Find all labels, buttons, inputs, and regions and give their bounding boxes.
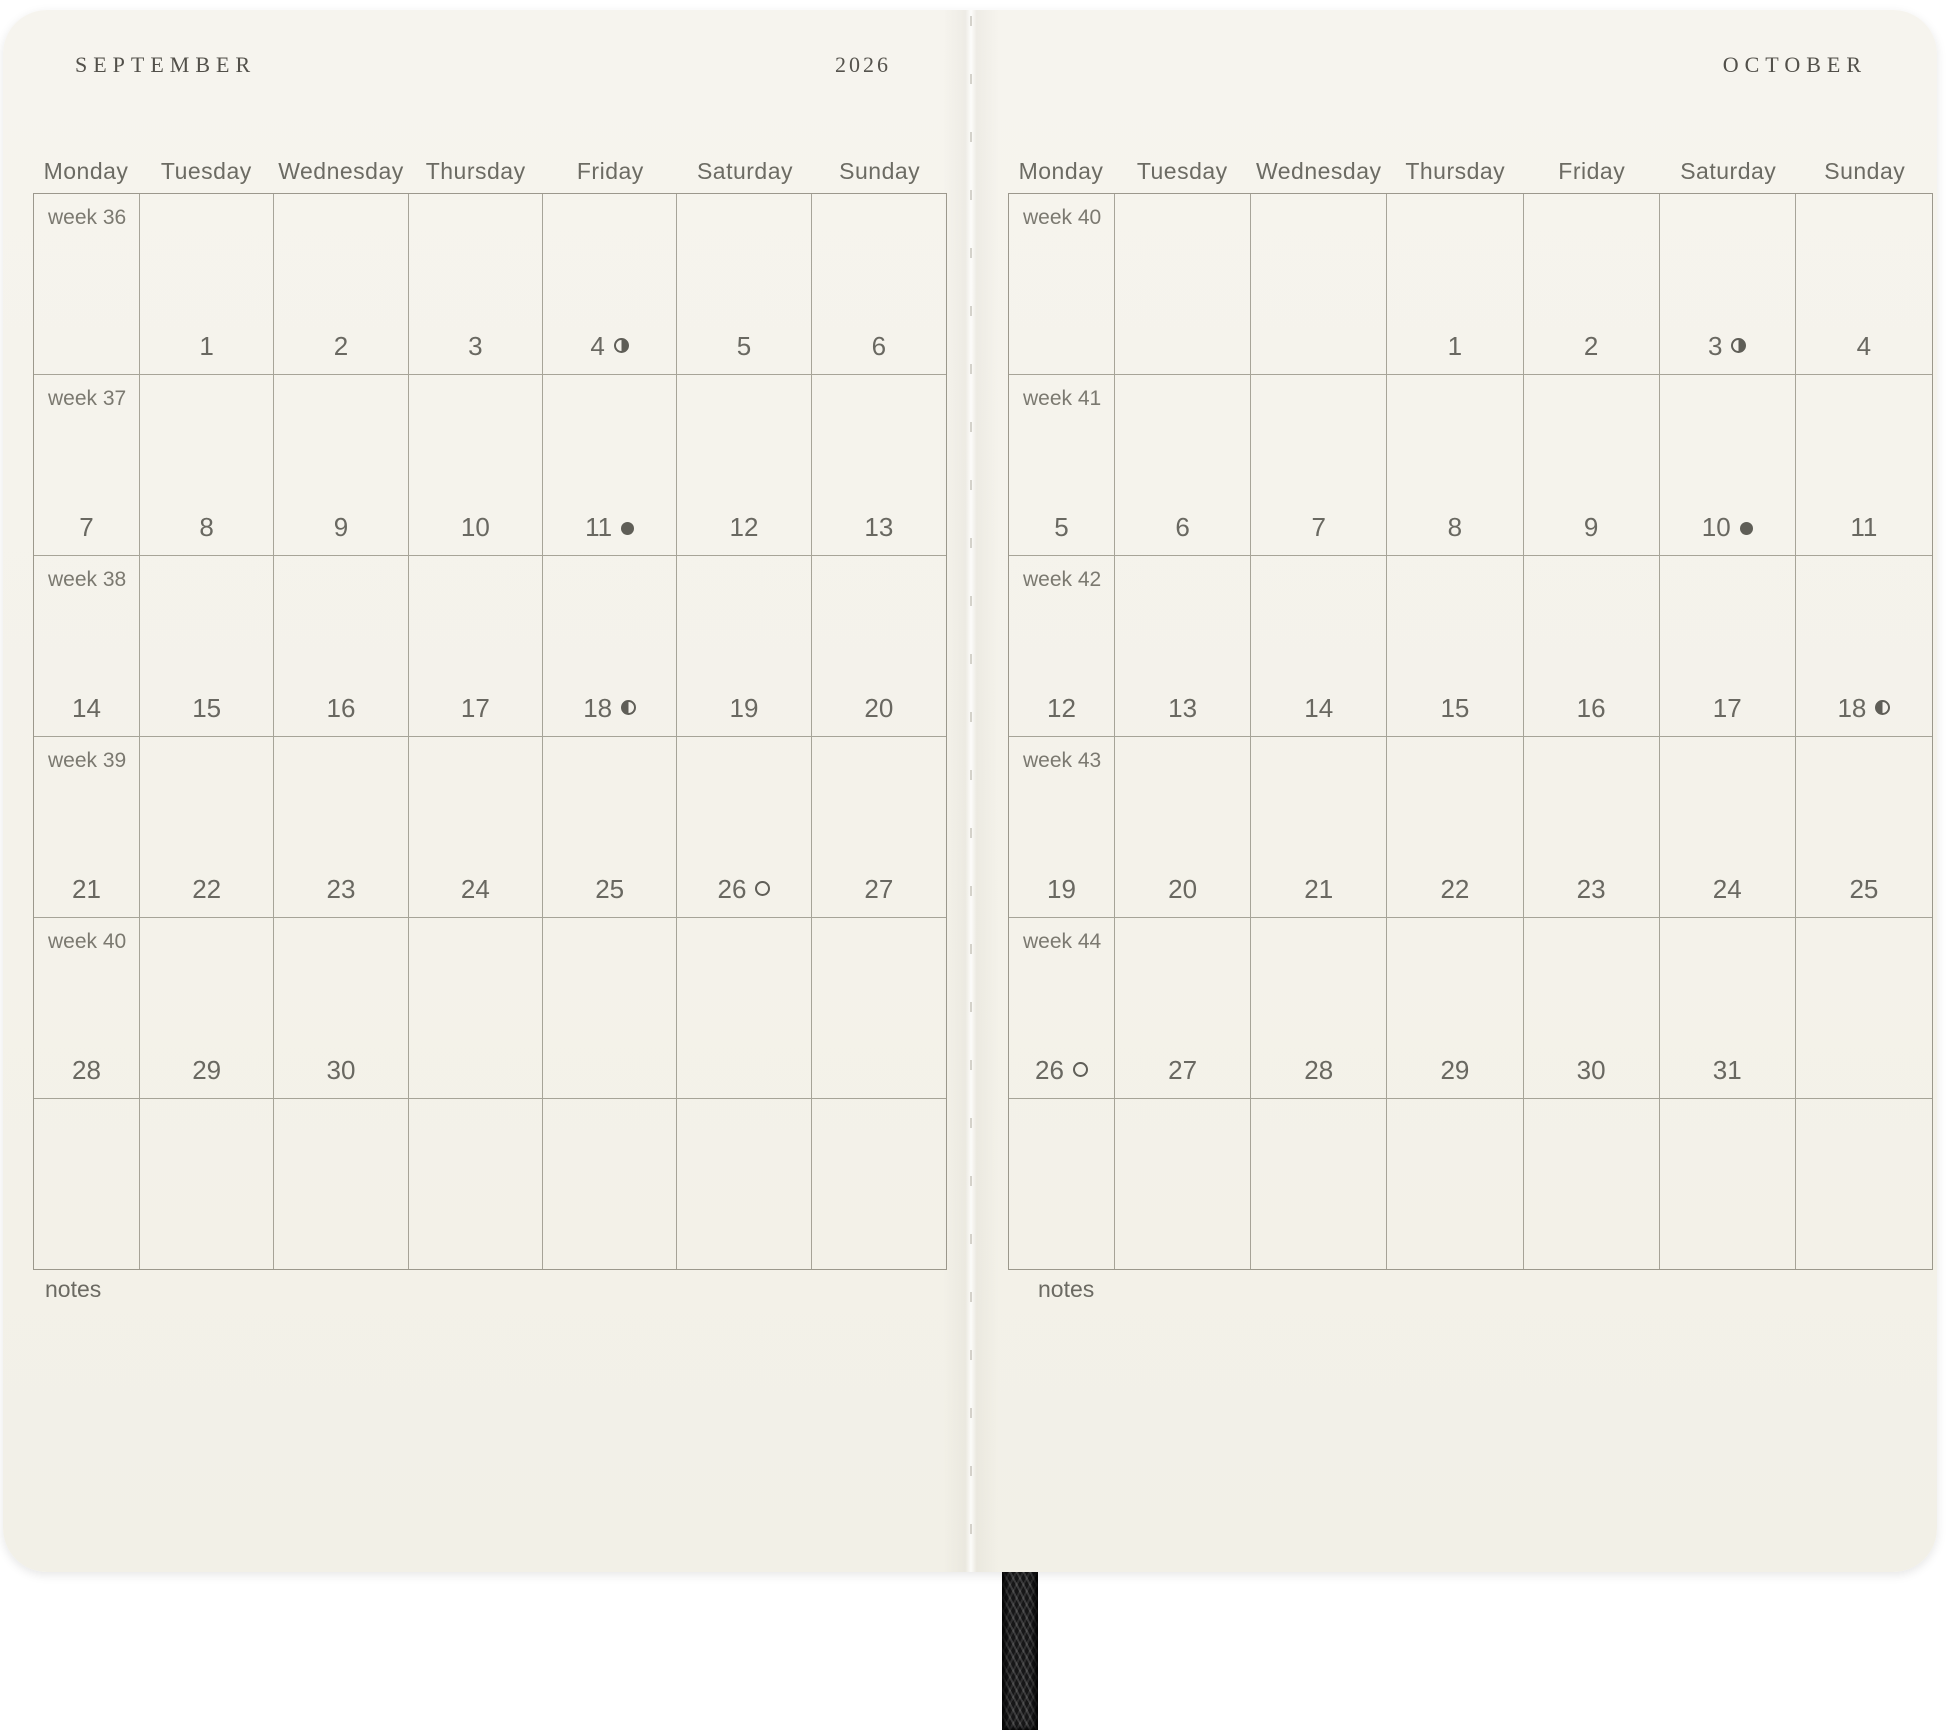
date-number: 16 <box>326 693 356 723</box>
day-cell <box>677 194 811 375</box>
day-cell <box>812 194 946 375</box>
date-number: 1 <box>199 331 214 361</box>
date-number: 2 <box>1583 331 1599 361</box>
new-moon-icon <box>621 522 634 535</box>
day-cell <box>1387 556 1523 737</box>
last-quarter-icon <box>1731 338 1746 353</box>
day-cell <box>1660 737 1796 918</box>
day-cell <box>409 556 543 737</box>
day-cell <box>1387 918 1523 1099</box>
month-grid-september <box>33 193 947 1270</box>
notes-label: notes <box>1038 1276 1095 1302</box>
day-cell <box>1115 375 1251 556</box>
date-number: 23 <box>326 874 356 904</box>
date-number: 15 <box>1440 693 1470 723</box>
day-cell <box>1251 556 1387 737</box>
day-cell <box>1660 556 1796 737</box>
weekday-header-saturday: Saturday <box>1680 158 1777 184</box>
date-number: 16 <box>1576 693 1606 723</box>
day-cell <box>677 918 811 1099</box>
day-cell <box>409 918 543 1099</box>
day-cell <box>1660 1099 1796 1269</box>
date-number: 15 <box>192 693 222 723</box>
binding-seam <box>943 10 999 1572</box>
day-cell <box>274 556 408 737</box>
weekday-header-sunday: Sunday <box>1824 158 1906 184</box>
date-number: 28 <box>72 1055 101 1085</box>
date-number: 11 <box>1850 512 1878 542</box>
week-number-label: week 36 <box>48 206 127 229</box>
date-number: 29 <box>1440 1055 1470 1085</box>
week-cell <box>1009 556 1115 737</box>
weekday-header-thursday: Thursday <box>425 158 526 184</box>
day-cell <box>1115 918 1251 1099</box>
date-number: 6 <box>1175 512 1190 542</box>
day-cell <box>1524 918 1660 1099</box>
week-cell <box>34 556 140 737</box>
day-cell <box>1796 737 1932 918</box>
week-cell <box>34 1099 140 1269</box>
day-cell <box>274 194 408 375</box>
date-number: 10 <box>460 512 490 542</box>
day-cell <box>1115 194 1251 375</box>
day-cell <box>1115 737 1251 918</box>
week-number-label: week 40 <box>48 930 127 953</box>
day-cell <box>274 737 408 918</box>
week-number-label: week 41 <box>1023 387 1102 410</box>
full-moon-icon <box>1073 1062 1088 1077</box>
full-moon-icon <box>755 881 770 896</box>
day-cell <box>1660 194 1796 375</box>
day-cell <box>543 918 677 1099</box>
week-cell <box>34 194 140 375</box>
week-cell <box>34 737 140 918</box>
date-number: 9 <box>333 512 349 542</box>
date-number: 11 <box>543 512 676 543</box>
day-cell <box>1524 375 1660 556</box>
day-cell <box>274 1099 408 1269</box>
date-number: 14 <box>72 693 101 723</box>
date-number: 13 <box>1168 693 1198 723</box>
date-number: 17 <box>1712 693 1742 723</box>
day-cell <box>543 737 677 918</box>
day-cell <box>1796 918 1932 1099</box>
day-cell <box>140 556 274 737</box>
day-cell <box>1387 375 1523 556</box>
day-cell <box>543 556 677 737</box>
date-number: 20 <box>1168 874 1198 904</box>
day-cell <box>543 1099 677 1269</box>
day-cell <box>543 194 677 375</box>
day-cell <box>140 737 274 918</box>
day-cell <box>140 375 274 556</box>
date-number: 30 <box>1576 1055 1606 1085</box>
date-number: 23 <box>1576 874 1606 904</box>
date-number: 25 <box>595 874 625 904</box>
day-cell <box>140 918 274 1099</box>
day-cell <box>1660 375 1796 556</box>
day-cell <box>409 737 543 918</box>
weekday-header-saturday: Saturday <box>696 158 794 184</box>
week-cell <box>1009 1099 1115 1269</box>
day-cell <box>1251 1099 1387 1269</box>
day-cell <box>543 375 677 556</box>
day-cell <box>1796 1099 1932 1269</box>
week-number-label: week 40 <box>1023 206 1102 229</box>
date-number: 26 <box>1009 1055 1114 1086</box>
date-number: 4 <box>1856 331 1872 361</box>
day-cell <box>812 1099 946 1269</box>
notes-label: notes <box>45 1276 102 1302</box>
weekday-header-wednesday: Wednesday <box>1255 158 1382 184</box>
day-cell <box>677 375 811 556</box>
day-cell <box>1251 918 1387 1099</box>
weekday-header-tuesday: Tuesday <box>160 158 252 184</box>
date-number: 4 <box>543 331 676 362</box>
date-number: 8 <box>1447 512 1463 542</box>
weekday-header-row <box>1008 158 1933 185</box>
day-cell <box>1251 737 1387 918</box>
day-cell <box>1387 194 1523 375</box>
weekday-header-monday: Monday <box>1018 158 1104 184</box>
date-number: 3 <box>1660 331 1795 362</box>
date-number: 17 <box>460 693 490 723</box>
day-cell <box>140 1099 274 1269</box>
day-cell <box>1524 194 1660 375</box>
day-cell <box>409 375 543 556</box>
day-cell <box>140 194 274 375</box>
planner-spread <box>3 10 1937 1572</box>
day-cell <box>409 1099 543 1269</box>
month-title-october: OCTOBER <box>1722 52 1867 77</box>
day-cell <box>812 918 946 1099</box>
month-grid-october <box>1008 193 1933 1270</box>
week-cell <box>34 375 140 556</box>
day-cell <box>409 194 543 375</box>
date-number: 9 <box>1583 512 1599 542</box>
page-september <box>33 10 947 1572</box>
page-october <box>1008 10 1933 1572</box>
day-cell <box>1387 737 1523 918</box>
week-number-label: week 39 <box>48 749 127 772</box>
weekday-header-friday: Friday <box>1558 158 1626 184</box>
date-number: 18 <box>1796 693 1932 724</box>
new-moon-icon <box>1740 522 1753 535</box>
date-number: 29 <box>192 1055 222 1085</box>
date-number: 27 <box>1168 1055 1198 1085</box>
date-number: 3 <box>468 331 483 361</box>
date-number: 12 <box>729 512 759 542</box>
first-quarter-icon <box>1875 700 1890 715</box>
day-cell <box>1524 737 1660 918</box>
day-cell <box>1115 556 1251 737</box>
seam-stitching <box>970 16 972 1562</box>
date-number: 31 <box>1712 1055 1742 1085</box>
day-cell <box>812 737 946 918</box>
day-cell <box>274 375 408 556</box>
date-number: 7 <box>79 512 94 542</box>
date-number: 8 <box>199 512 214 542</box>
date-number: 25 <box>1849 874 1879 904</box>
first-quarter-icon <box>621 700 636 715</box>
day-cell <box>1251 194 1387 375</box>
week-cell <box>1009 918 1115 1099</box>
week-number-label: week 43 <box>1023 749 1102 772</box>
date-number: 18 <box>543 693 676 724</box>
week-cell <box>34 918 140 1099</box>
date-number: 22 <box>1440 874 1470 904</box>
date-number: 21 <box>1304 874 1334 904</box>
weekday-header-sunday: Sunday <box>839 158 921 184</box>
date-number: 26 <box>677 874 810 905</box>
day-cell <box>1524 1099 1660 1269</box>
day-cell <box>812 556 946 737</box>
date-number: 2 <box>333 331 349 361</box>
date-number: 21 <box>72 874 101 904</box>
date-number: 5 <box>1054 512 1069 542</box>
weekday-header-wednesday: Wednesday <box>278 158 404 184</box>
date-number: 5 <box>736 331 752 361</box>
week-number-label: week 42 <box>1023 568 1102 591</box>
month-title-september: SEPTEMBER <box>75 52 257 77</box>
date-number: 14 <box>1304 693 1334 723</box>
weekday-header-tuesday: Tuesday <box>1136 158 1228 184</box>
date-number: 19 <box>1047 874 1076 904</box>
date-number: 19 <box>729 693 759 723</box>
day-cell <box>1796 194 1932 375</box>
week-cell <box>1009 375 1115 556</box>
week-cell <box>1009 737 1115 918</box>
week-cell <box>1009 194 1115 375</box>
weekday-header-thursday: Thursday <box>1405 158 1506 184</box>
weekday-header-monday: Monday <box>43 158 129 184</box>
date-number: 27 <box>864 874 894 904</box>
day-cell <box>1251 375 1387 556</box>
day-cell <box>1796 556 1932 737</box>
date-number: 20 <box>864 693 894 723</box>
day-cell <box>1387 1099 1523 1269</box>
date-number: 1 <box>1447 331 1463 361</box>
day-cell <box>274 918 408 1099</box>
date-number: 28 <box>1304 1055 1334 1085</box>
week-number-label: week 44 <box>1023 930 1102 953</box>
day-cell <box>677 1099 811 1269</box>
date-number: 24 <box>1712 874 1742 904</box>
date-number: 22 <box>192 874 222 904</box>
week-number-label: week 38 <box>48 568 127 591</box>
date-number: 24 <box>460 874 490 904</box>
day-cell <box>1115 1099 1251 1269</box>
date-number: 13 <box>864 512 894 542</box>
year-label: 2026 <box>835 52 891 77</box>
week-number-label: week 37 <box>48 387 127 410</box>
date-number: 6 <box>871 331 887 361</box>
day-cell <box>1796 375 1932 556</box>
day-cell <box>1660 918 1796 1099</box>
date-number: 30 <box>326 1055 356 1085</box>
day-cell <box>677 737 811 918</box>
day-cell <box>812 375 946 556</box>
weekday-header-friday: Friday <box>576 158 644 184</box>
date-number: 7 <box>1311 512 1326 542</box>
day-cell <box>1524 556 1660 737</box>
last-quarter-icon <box>614 338 629 353</box>
day-cell <box>677 556 811 737</box>
date-number: 12 <box>1047 693 1076 723</box>
weekday-header-row <box>33 158 947 185</box>
date-number: 10 <box>1660 512 1795 543</box>
